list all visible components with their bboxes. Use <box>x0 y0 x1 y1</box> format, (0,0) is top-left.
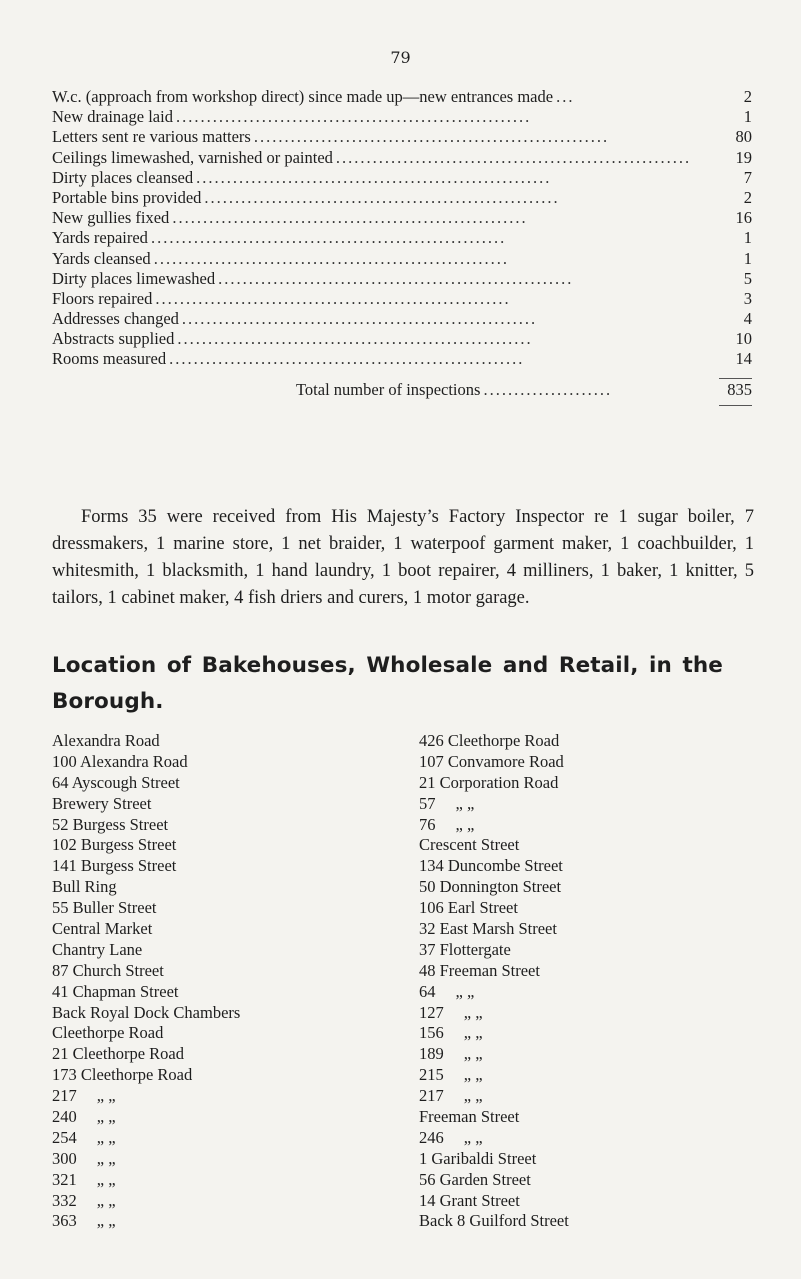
bakehouse-location <box>52 815 240 836</box>
bakehouse-location <box>52 835 240 856</box>
stat-leader-dots: .......................................................... <box>177 329 533 349</box>
stat-leader-dots: ... <box>556 87 575 106</box>
bakehouse-location <box>419 898 569 919</box>
location-text: Cleethorpe Road <box>52 1023 164 1043</box>
stat-row <box>52 289 752 309</box>
bakehouse-location <box>419 940 569 961</box>
ditto-marks: „ „ <box>463 1044 483 1064</box>
stat-value: 5 <box>743 268 752 288</box>
stat-value: 19 <box>735 147 752 167</box>
bakehouse-location <box>52 731 240 752</box>
bakehouse-location <box>52 794 240 815</box>
location-text: 14 Grant Street <box>419 1190 520 1210</box>
total-row <box>52 379 752 401</box>
bakehouse-location <box>419 877 569 898</box>
bakehouse-location <box>419 794 569 815</box>
ditto-marks: „ „ <box>96 1190 116 1210</box>
bakehouse-location <box>52 898 240 919</box>
location-text: 300 <box>52 1148 77 1168</box>
location-text: 173 Cleethorpe Road <box>52 1065 193 1085</box>
location-text: Bull Ring <box>52 877 117 897</box>
stat-row <box>52 127 752 147</box>
location-text: 41 Chapman Street <box>52 981 179 1001</box>
stat-row <box>52 269 752 289</box>
stat-row <box>52 349 752 369</box>
stat-value: 2 <box>743 87 752 106</box>
bakehouse-location <box>52 940 240 961</box>
total-leader-dots: ..................... <box>483 379 613 399</box>
bakehouse-location <box>52 1003 240 1024</box>
ditto-marks: „ „ <box>96 1107 116 1127</box>
stat-value: 1 <box>743 107 752 127</box>
stat-leader-dots: .......................................................... <box>155 288 511 308</box>
stat-row <box>52 87 752 107</box>
ditto-marks: „ „ <box>96 1211 116 1231</box>
location-text: 321 <box>52 1169 77 1189</box>
bakehouse-location <box>52 1065 240 1086</box>
stat-value: 3 <box>743 288 752 308</box>
location-text: Freeman Street <box>419 1107 520 1127</box>
ditto-marks: „ „ <box>455 814 475 834</box>
stat-leader-dots: .......................................................... <box>335 147 692 167</box>
bakehouse-location <box>52 1044 240 1065</box>
stat-row <box>52 168 752 188</box>
inspection-stats-list <box>52 87 752 406</box>
location-text: 246 <box>419 1127 444 1147</box>
location-text: 48 Freeman Street <box>419 960 540 980</box>
bakehouse-location <box>52 1170 240 1191</box>
stat-leader-dots: .......................................................... <box>218 268 574 288</box>
bakehouse-location <box>52 752 240 773</box>
location-text: 215 <box>419 1065 444 1085</box>
bakehouse-location <box>52 1191 240 1212</box>
stat-row <box>52 309 752 329</box>
stat-label: Floors repaired <box>52 288 153 308</box>
stat-leader-dots: .......................................................... <box>172 208 528 228</box>
stat-leader-dots: .......................................................... <box>175 107 532 127</box>
ditto-marks: „ „ <box>96 1169 116 1189</box>
bakehouse-location <box>419 1107 569 1128</box>
bakehouses-heading: Location of Bakehouses, Wholesale and Retail, in the Borough. <box>52 653 723 714</box>
bakehouse-location <box>419 961 569 982</box>
location-text: 64 <box>419 981 436 1001</box>
location-text: 56 Garden Street <box>419 1169 531 1189</box>
location-text: Back Royal Dock Chambers <box>52 1002 241 1022</box>
stat-value: 2 <box>743 187 752 207</box>
stat-leader-dots: .......................................................... <box>204 187 560 207</box>
bakehouse-location <box>419 752 569 773</box>
location-text: 1 Garibaldi Street <box>419 1148 537 1168</box>
stat-leader-dots: .......................................................... <box>253 127 610 147</box>
stat-label: New gullies fixed <box>52 208 170 228</box>
location-text: 107 Convamore Road <box>419 751 564 771</box>
ditto-marks: „ „ <box>96 1127 116 1147</box>
bakehouse-location <box>52 773 240 794</box>
ditto-marks: „ „ <box>455 981 475 1001</box>
factory-forms-paragraph: Forms 35 were received from His Majesty’s Factory Inspector re 1 sugar boiler, 7 dressmakers, 1 marine store, 1 net braider, 1 waterpoof garment maker, 1 coachbuilder, 1 whitesmith, 1 blacksmith, 1 hand laundry, 1 boot repairer, 4 milliners, 1 baker, 1 knitter, 5 tailors, 1 cabinet maker, 4 fish driers and curers, 1 motor garage. <box>52 506 754 609</box>
stat-leader-dots: .......................................................... <box>181 309 538 329</box>
location-text: Crescent Street <box>419 835 520 855</box>
stat-value: 1 <box>743 248 752 268</box>
stat-label: New drainage laid <box>52 107 173 127</box>
location-text: 55 Buller Street <box>52 898 157 918</box>
bakehouse-location <box>52 1023 240 1044</box>
stat-value: 4 <box>743 309 752 329</box>
bakehouse-location <box>419 1023 569 1044</box>
stat-leader-dots: .......................................................... <box>150 228 507 248</box>
bakehouse-location <box>419 1044 569 1065</box>
ditto-marks: „ „ <box>463 1023 483 1043</box>
stat-value: 14 <box>735 349 752 369</box>
location-text: 21 Corporation Road <box>419 772 559 792</box>
bakehouse-location <box>52 1086 240 1107</box>
location-text: 21 Cleethorpe Road <box>52 1044 184 1064</box>
location-text: 189 <box>419 1044 444 1064</box>
location-text: Back 8 Guilford Street <box>419 1211 569 1231</box>
stat-value: 1 <box>743 228 752 248</box>
bakehouse-location <box>419 815 569 836</box>
location-text: 100 Alexandra Road <box>52 751 188 771</box>
stat-value: 16 <box>735 208 752 228</box>
stat-label: Abstracts supplied <box>52 329 175 349</box>
bakehouse-location <box>419 982 569 1003</box>
bakehouse-location <box>419 1149 569 1170</box>
location-text: 332 <box>52 1190 77 1210</box>
location-text: 57 <box>419 793 436 813</box>
stat-value: 7 <box>743 167 752 187</box>
bakehouse-location <box>419 1191 569 1212</box>
location-text: 52 Burgess Street <box>52 814 169 834</box>
location-text: 106 Earl Street <box>419 898 518 918</box>
location-text: 141 Burgess Street <box>52 856 177 876</box>
bakehouse-location <box>52 1128 240 1149</box>
stat-label: Letters sent re various matters <box>52 127 251 147</box>
bakehouse-location <box>419 1128 569 1149</box>
page-number: 79 <box>390 48 411 67</box>
ditto-marks: „ „ <box>96 1086 116 1106</box>
location-text: 87 Church Street <box>52 960 164 980</box>
total-rule-bottom <box>719 405 752 406</box>
ditto-marks: „ „ <box>463 1002 483 1022</box>
bakehouse-location <box>419 1170 569 1191</box>
stat-row <box>52 148 752 168</box>
location-text: 134 Duncombe Street <box>419 856 563 876</box>
total-label: Total number of inspections <box>296 379 481 399</box>
locations-left-column <box>52 731 240 1232</box>
location-text: 426 Cleethorpe Road <box>419 731 560 750</box>
stat-row <box>52 208 752 228</box>
location-text: Chantry Lane <box>52 939 143 959</box>
ditto-marks: „ „ <box>463 1127 483 1147</box>
location-text: Alexandra Road <box>52 731 160 750</box>
stat-row <box>52 329 752 349</box>
stat-value: 80 <box>735 127 752 147</box>
bakehouse-location <box>52 961 240 982</box>
location-text: 37 Flottergate <box>419 939 511 959</box>
bakehouse-location <box>419 731 569 752</box>
bakehouse-location <box>52 1149 240 1170</box>
ditto-marks: „ „ <box>96 1148 116 1168</box>
bakehouse-location <box>419 1211 569 1232</box>
location-text: 76 <box>419 814 436 834</box>
stat-label: Yards cleansed <box>52 248 151 268</box>
stat-label: Rooms measured <box>52 349 167 369</box>
bakehouse-location <box>419 773 569 794</box>
bakehouse-location <box>52 1107 240 1128</box>
bakehouse-location <box>52 877 240 898</box>
stat-row <box>52 249 752 269</box>
stat-row <box>52 188 752 208</box>
location-text: 102 Burgess Street <box>52 835 177 855</box>
location-text: Brewery Street <box>52 793 152 813</box>
stat-row <box>52 107 752 127</box>
ditto-marks: „ „ <box>463 1086 483 1106</box>
locations-right-column <box>419 731 569 1232</box>
location-text: Central Market <box>52 919 153 939</box>
location-text: 64 Ayscough Street <box>52 772 180 792</box>
bakehouse-location <box>52 919 240 940</box>
location-text: 217 <box>52 1086 77 1106</box>
stat-label: Dirty places limewashed <box>52 268 216 288</box>
stat-label: Ceilings limewashed, varnished or painted <box>52 147 333 167</box>
bakehouse-location <box>52 1211 240 1232</box>
location-text: 32 East Marsh Street <box>419 919 557 939</box>
location-text: 50 Donnington Street <box>419 877 562 897</box>
stat-label: Addresses changed <box>52 309 179 329</box>
stat-leader-dots: .......................................................... <box>153 248 509 268</box>
stat-leader-dots: .......................................................... <box>169 349 525 369</box>
bakehouse-location <box>419 1003 569 1024</box>
stat-label: Portable bins provided <box>52 187 202 207</box>
bakehouse-location <box>419 835 569 856</box>
ditto-marks: „ „ <box>455 793 475 813</box>
stat-label: Yards repaired <box>52 228 148 248</box>
location-text: 254 <box>52 1127 77 1147</box>
stat-value: 10 <box>735 329 752 349</box>
bakehouse-location <box>52 856 240 877</box>
location-text: 363 <box>52 1211 77 1231</box>
location-text: 127 <box>419 1002 444 1022</box>
bakehouse-location <box>419 919 569 940</box>
bakehouse-location <box>419 1065 569 1086</box>
stat-row <box>52 228 752 248</box>
stat-leader-dots: .......................................................... <box>196 167 552 187</box>
stat-label: W.c. (approach from workshop direct) since made up—new entrances made <box>52 87 554 106</box>
total-value: 835 <box>727 379 752 399</box>
stat-label: Dirty places cleansed <box>52 167 194 187</box>
ditto-marks: „ „ <box>463 1065 483 1085</box>
location-text: 240 <box>52 1107 77 1127</box>
location-text: 156 <box>419 1023 444 1043</box>
bakehouse-location <box>419 856 569 877</box>
bakehouse-location <box>419 1086 569 1107</box>
location-text: 217 <box>419 1086 444 1106</box>
bakehouse-location <box>52 982 240 1003</box>
